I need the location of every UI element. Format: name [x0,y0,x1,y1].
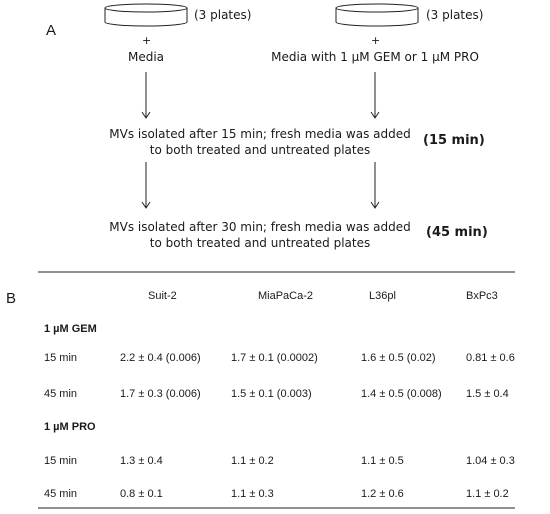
panel-b-label: B [6,290,17,307]
column-header-miapaca2: MiaPaCa-2 [258,290,314,302]
step2-line2: to both treated and untreated plates [149,236,371,250]
table-cell: 1.4 ± 0.5 (0.008) [361,388,442,400]
left-media-label: Media [127,50,165,64]
right-plate-icon [336,4,418,26]
left-plate-icon [105,4,187,26]
table-cell: 1.6 ± 0.5 (0.02) [361,352,436,364]
column-header-l36pl: L36pl [369,290,396,302]
right-plate-count: (3 plates) [426,8,484,22]
table-cell: 1.5 ± 0.1 (0.003) [231,388,312,400]
table-cell: 1.5 ± 0.4 [466,388,509,400]
row-label: 45 min [44,488,78,500]
table-cell: 1.2 ± 0.6 [361,488,404,500]
panel-a-label: A [46,22,57,39]
table-cell: 1.3 ± 0.4 [120,455,163,467]
step1-time: (15 min) [423,133,485,148]
table-cell: 1.1 ± 0.2 [466,488,509,500]
column-header-suit2: Suit-2 [148,290,177,302]
table-cell: 1.1 ± 0.2 [231,455,274,467]
step2-time: (45 min) [426,225,488,240]
table-cell: 1.04 ± 0.3 [466,455,515,467]
table-cell: 1.1 ± 0.3 [231,488,274,500]
column-header-bxpc3: BxPc3 [466,290,498,302]
section-title-pro: 1 µM PRO [44,421,96,433]
row-label: 45 min [44,388,78,400]
right-media-label: Media with 1 µM GEM or 1 µM PRO [271,50,479,64]
table-cell: 1.7 ± 0.1 (0.0002) [231,352,318,364]
left-plate-count: (3 plates) [194,8,252,22]
section-title-gem: 1 µM GEM [44,323,97,335]
table-cell: 2.2 ± 0.4 (0.006) [120,352,201,364]
step1-line1: MVs isolated after 15 min; fresh media was added [109,127,411,141]
step1-line2: to both treated and untreated plates [149,143,371,157]
table-cell: 1.7 ± 0.3 (0.006) [120,388,201,400]
row-label: 15 min [44,455,78,467]
step2-line1: MVs isolated after 30 min; fresh media was added [109,220,411,234]
table-cell: 1.1 ± 0.5 [361,455,404,467]
table-cell: 0.8 ± 0.1 [120,488,163,500]
table-cell: 0.81 ± 0.6 [466,352,515,364]
row-label: 15 min [44,352,78,364]
right-plus: + [371,34,381,47]
left-plus: + [142,34,152,47]
